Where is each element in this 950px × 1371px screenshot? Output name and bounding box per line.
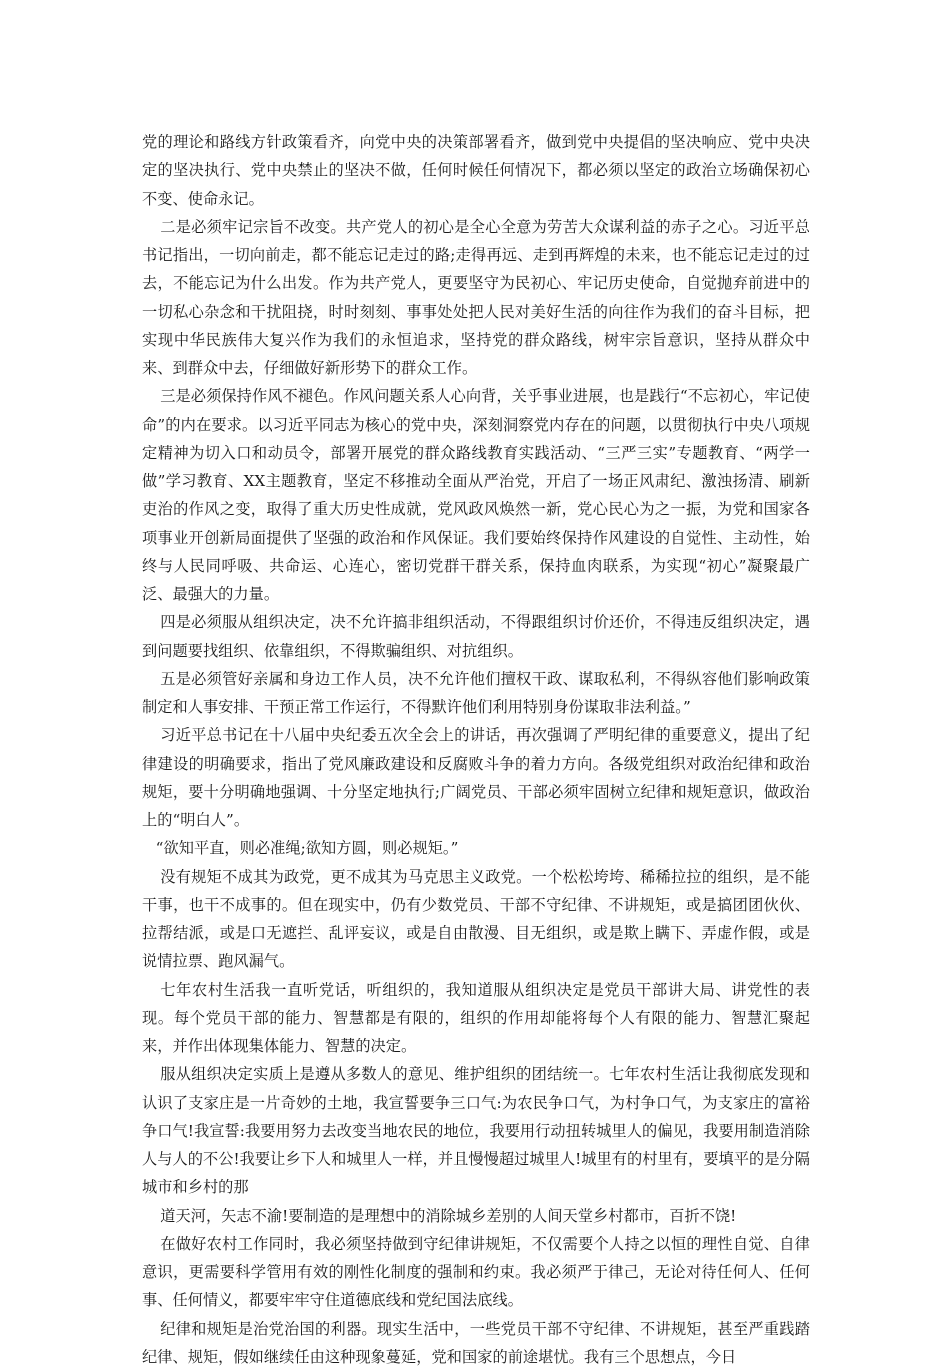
paragraph-obey-organization: 服从组织决定实质上是遵从多数人的意见、维护组织的团结统一。七年农村生活让我彻底发现和认识了支家庄是一片奇妙的土地，我宣誓要争三口气:为农民争口气，为村争口气，为支家庄的富裕争口气!我宣誓:我要用努力去改变当地农民的地位，我要用行动扭转城里人的偏见，我要用制造消除人与人的不公!我要让乡下人和城里人一样，并且慢慢超过城里人!城里有的村里有，要填平的是分隔城市和乡村的那 <box>142 1060 810 1201</box>
paragraph-quote: “欲知平直，则必准绳;欲知方圆，则必规矩。” <box>142 834 810 862</box>
paragraph-speech: 习近平总书记在十八届中央纪委五次全会上的讲话，再次强调了严明纪律的重要意义，提出了纪律建设的明确要求，指出了党风廉政建设和反腐败斗争的着力方向。各级党组织对政治纪律和政治规矩，要十分明确地强调、十分坚定地执行;广阔党员、干部必须牢固树立纪律和规矩意识，做政治上的“明白人”。 <box>142 721 810 834</box>
paragraph-point-three: 三是必须保持作风不褪色。作风问题关系人心向背，关乎事业进展，也是践行“不忘初心，牢记使命”的内在要求。以习近平同志为核心的党中央，深刻洞察党内存在的问题，以贯彻执行中央八项规定精神为切入口和动员令，部署开展党的群众路线教育实践活动、“三严三实”专题教育、“两学一做”学习教育、XX主题教育，坚定不移推动全面从严治党，开启了一场正风肃纪、激浊扬清、刷新吏治的作风之变，取得了重大历史性成就，党风政风焕然一新，党心民心为之一振，为党和国家各项事业开创新局面提供了坚强的政治和作风保证。我们要始终保持作风建设的自觉性、主动性，始终与人民同呼吸、共命运、心连心，密切党群干群关系，保持血肉联系，为实现“初心”凝聚最广泛、最强大的力量。 <box>142 382 810 608</box>
paragraph-discipline-work: 在做好农村工作同时，我必须坚持做到守纪律讲规矩，不仅需要个人持之以恒的理性自觉、自律意识，更需要科学管用有效的刚性化制度的强制和约束。我必须严于律己，无论对待任何人、任何事、任何情义，都要牢牢守住道德底线和党纪国法底线。 <box>142 1230 810 1315</box>
document-body <box>142 128 810 1371</box>
paragraph-point-four: 四是必须服从组织决定，决不允许搞非组织活动，不得跟组织讨价还价，不得违反组织决定，遇到问题要找组织、依靠组织，不得欺骗组织、对抗组织。 <box>142 608 810 665</box>
paragraph-point-five: 五是必须管好亲属和身边工作人员，决不允许他们擅权干政、谋取私利，不得纵容他们影响政策制定和人事安排、干预正常工作运行，不得默许他们利用特别身份谋取非法利益。” <box>142 665 810 722</box>
paragraph-rural-life: 七年农村生活我一直听党话，听组织的，我知道服从组织决定是党员干部讲大局、讲党性的表现。每个党员干部的能力、智慧都是有限的，组织的作用却能将每个人有限的能力、智慧汇聚起来，并作出体现集体能力、智慧的决定。 <box>142 976 810 1061</box>
paragraph-point-two: 二是必须牢记宗旨不改变。共产党人的初心是全心全意为劳苦大众谋利益的赤子之心。习近平总书记指出，一切向前走，都不能忘记走过的路;走得再远、走到再辉煌的未来，也不能忘记走过的过去，不能忘记为什么出发。作为共产党人，更要坚守为民初心、牢记历史使命，自觉抛弃前进中的一切私心杂念和干扰阻挠，时时刻刻、事事处处把人民对美好生活的向往作为我们的奋斗目标，把实现中华民族伟大复兴作为我们的永恒追求，坚持党的群众路线，树牢宗旨意识，坚持从群众中来、到群众中去，仔细做好新形势下的群众工作。 <box>142 213 810 383</box>
paragraph-continuation: 党的理论和路线方针政策看齐，向党中央的决策部署看齐，做到党中央提倡的坚决响应、党中央决定的坚决执行、党中央禁止的坚决不做，任何时候任何情况下，都必须以坚定的政治立场确保初心不变、使命永记。 <box>142 128 810 213</box>
paragraph-discipline-tool: 纪律和规矩是治党治国的利器。现实生活中，一些党员干部不守纪律、不讲规矩，甚至严重践踏纪律、规矩，假如继续任由这种现象蔓延，党和国家的前途堪忧。我有三个思想点，今日 <box>142 1315 810 1371</box>
paragraph-heaven-river: 道天河，矢志不渝!要制造的是理想中的消除城乡差别的人间天堂乡村都市，百折不饶! <box>142 1202 810 1230</box>
paragraph-rules: 没有规矩不成其为政党，更不成其为马克思主义政党。一个松松垮垮、稀稀拉拉的组织，是不能干事，也干不成事的。但在现实中，仍有少数党员、干部不守纪律、不讲规矩，或是搞团团伙伙、拉帮结派，或是口无遮拦、乱评妄议，或是自由散漫、目无组织，或是欺上瞒下、弄虚作假，或是说情拉票、跑风漏气。 <box>142 863 810 976</box>
